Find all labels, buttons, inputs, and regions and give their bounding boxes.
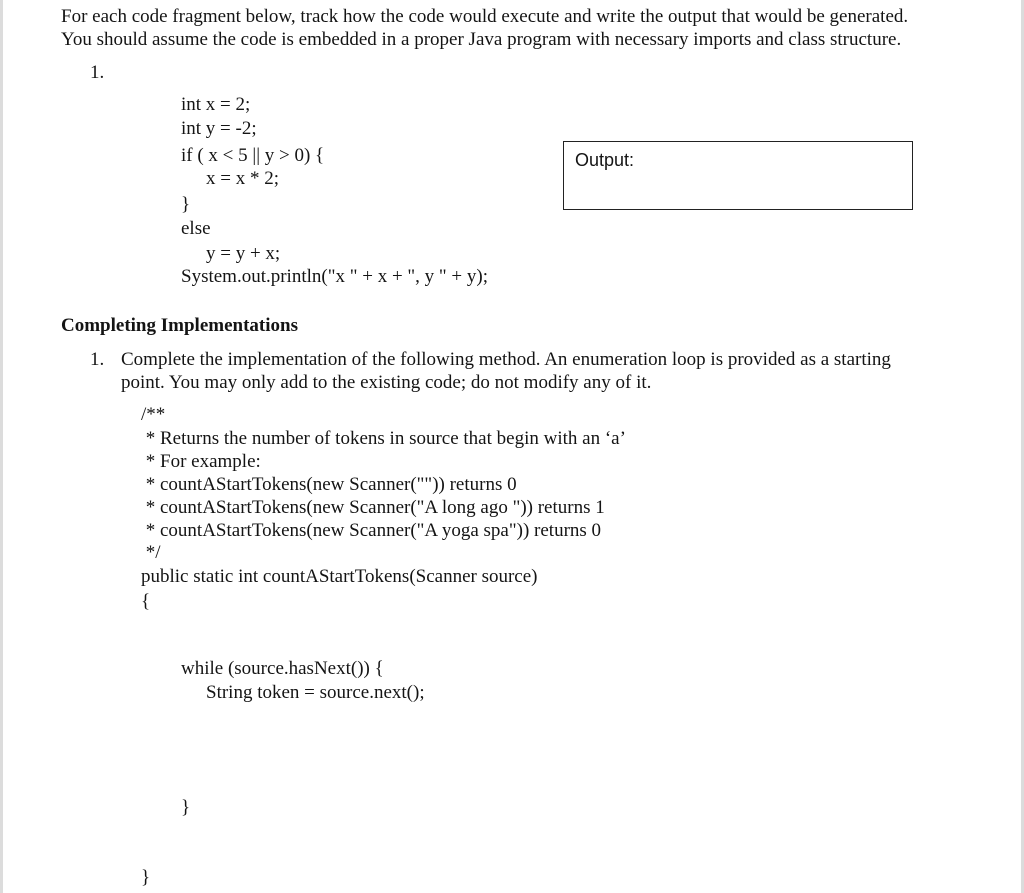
output-label: Output: <box>575 150 635 170</box>
code-line: * countAStartTokens(new Scanner("")) returns 0 <box>141 474 517 495</box>
code-line: } <box>141 867 151 888</box>
code-line: while (source.hasNext()) { <box>181 658 384 679</box>
task-text-line-1: Complete the implementation of the following method. An enumeration loop is provided as a starting <box>121 349 891 370</box>
page-left-edge <box>0 0 3 893</box>
code-line: * countAStartTokens(new Scanner("A long ago ")) returns 1 <box>141 497 605 518</box>
code-line: */ <box>141 542 161 563</box>
code-line: if ( x < 5 || y > 0) { <box>181 145 325 166</box>
code-line: public static int countAStartTokens(Scanner source) <box>141 566 538 587</box>
code-line: } <box>181 194 191 215</box>
code-line: int x = 2; <box>181 94 251 115</box>
task-text-line-2: point. You may only add to the existing code; do not modify any of it. <box>121 372 652 393</box>
code-line: String token = source.next(); <box>206 682 425 703</box>
task-number: 1. <box>90 349 105 370</box>
code-line: /** <box>141 404 166 425</box>
question-number: 1. <box>90 62 105 83</box>
code-line: * For example: <box>141 451 261 472</box>
section-heading: Completing Implementations <box>61 315 298 336</box>
code-line: else <box>181 218 211 239</box>
instructions-line-2: You should assume the code is embedded in a proper Java program with necessary imports and class structure. <box>61 29 902 50</box>
code-line: x = x * 2; <box>206 168 279 189</box>
code-line: * countAStartTokens(new Scanner("A yoga spa")) returns 0 <box>141 520 602 541</box>
code-line: y = y + x; <box>206 243 281 264</box>
code-line: System.out.println("x " + x + ", y " + y); <box>181 266 488 287</box>
code-line: * Returns the number of tokens in source that begin with an ‘a’ <box>141 428 626 449</box>
code-line: int y = -2; <box>181 118 257 139</box>
output-answer-box[interactable] <box>563 141 913 210</box>
code-line: } <box>181 797 191 818</box>
instructions-line-1: For each code fragment below, track how the code would execute and write the output that would be generated. <box>61 6 909 27</box>
code-line: { <box>141 591 151 612</box>
